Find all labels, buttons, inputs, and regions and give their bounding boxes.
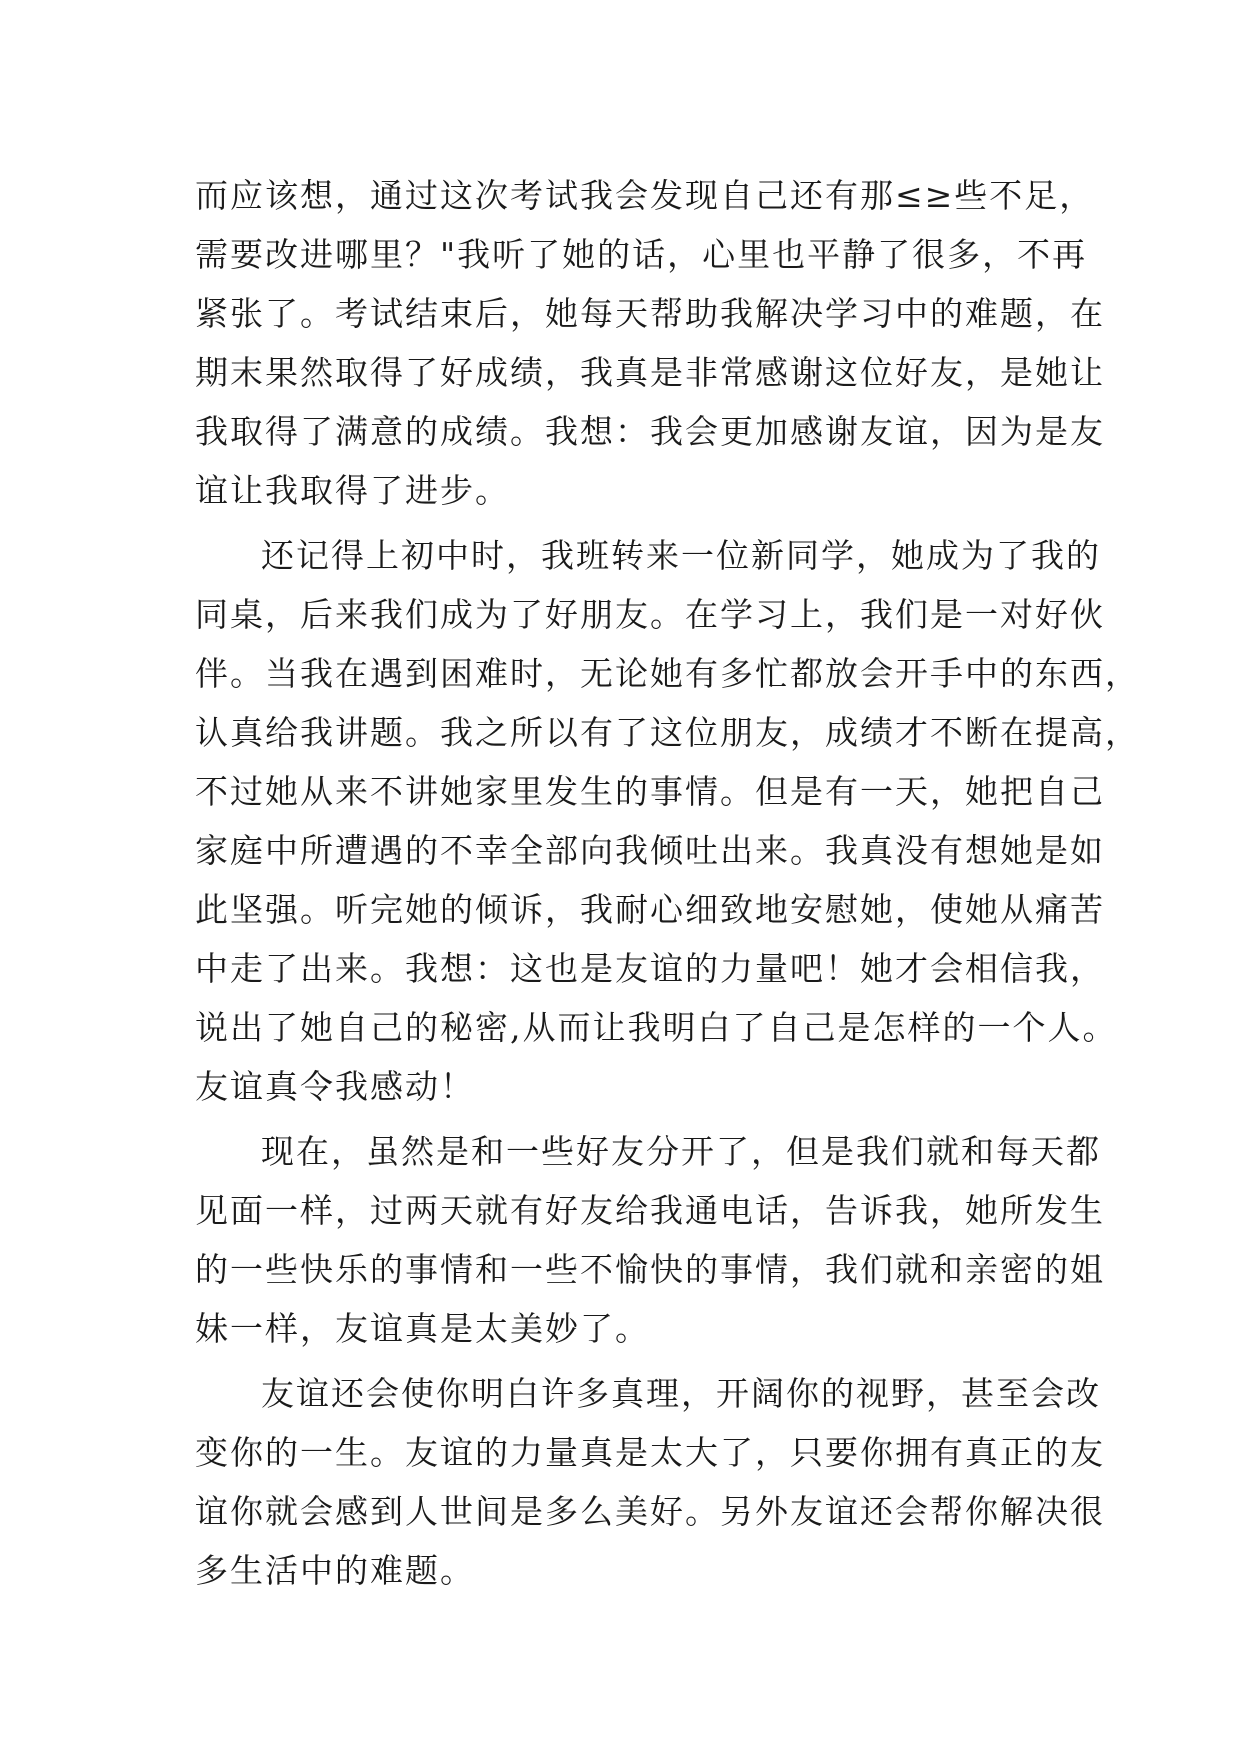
paragraph-line: 友谊真令我感动！	[195, 1067, 475, 1106]
paragraph-2	[195, 526, 1140, 1116]
paragraph-line: 而应该想，通过这次考试我会发现自己还有那≤≥些不足，	[195, 176, 1095, 215]
paragraph-line: 不过她从来不讲她家里发生的事情。但是有一天，她把自己	[195, 772, 1105, 811]
paragraph-line: 紧张了。考试结束后，她每天帮助我解决学习中的难题，在	[195, 294, 1105, 333]
paragraph-1	[195, 166, 1105, 520]
paragraph-line: 同桌，后来我们成为了好朋友。在学习上，我们是一对好伙	[195, 595, 1105, 634]
paragraph-line: 我取得了满意的成绩。我想：我会更加感谢友谊，因为是友	[195, 412, 1105, 451]
paragraph-line: 见面一样，过两天就有好友给我通电话，告诉我，她所发生	[195, 1191, 1105, 1230]
paragraph-line: 谊让我取得了进步。	[195, 471, 510, 510]
paragraph-line: 家庭中所遭遇的不幸全部向我倾吐出来。我真没有想她是如	[195, 831, 1105, 870]
paragraph-3	[195, 1122, 1105, 1358]
paragraph-line: 说出了她自己的秘密,从而让我明白了自己是怎样的一个人。	[195, 1008, 1118, 1047]
paragraph-line: 需要改进哪里？"我听了她的话，心里也平静了很多，不再	[195, 235, 1088, 274]
paragraph-line: 友谊还会使你明白许多真理，开阔你的视野，甚至会改	[261, 1374, 1101, 1413]
paragraph-line: 变你的一生。友谊的力量真是太大了，只要你拥有真正的友	[195, 1433, 1105, 1472]
paragraph-line: 妹一样，友谊真是太美妙了。	[195, 1309, 650, 1348]
paragraph-4	[195, 1364, 1105, 1600]
paragraph-line: 此坚强。听完她的倾诉，我耐心细致地安慰她，使她从痛苦	[195, 890, 1105, 929]
paragraph-line: 中走了出来。我想：这也是友谊的力量吧！她才会相信我，	[195, 949, 1105, 988]
paragraph-line: 谊你就会感到人世间是多么美好。另外友谊还会帮你解决很	[195, 1492, 1105, 1531]
paragraph-line: 现在，虽然是和一些好友分开了，但是我们就和每天都	[261, 1132, 1101, 1171]
document-body	[195, 166, 1140, 1600]
paragraph-line: 多生活中的难题。	[195, 1551, 475, 1590]
paragraph-line: 伴。当我在遇到困难时，无论她有多忙都放会开手中的东西，	[195, 654, 1140, 693]
paragraph-line: 还记得上初中时，我班转来一位新同学，她成为了我的	[261, 536, 1101, 575]
paragraph-line: 认真给我讲题。我之所以有了这位朋友，成绩才不断在提高，	[195, 713, 1140, 752]
paragraph-line: 的一些快乐的事情和一些不愉快的事情，我们就和亲密的姐	[195, 1250, 1105, 1289]
paragraph-line: 期末果然取得了好成绩，我真是非常感谢这位好友，是她让	[195, 353, 1105, 392]
